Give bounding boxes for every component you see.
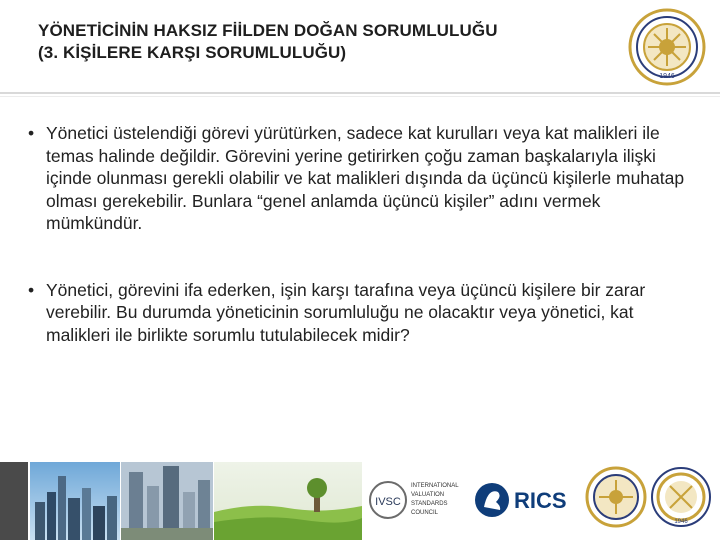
- title-divider-light: [0, 96, 720, 97]
- ankara-university-seal-icon: [585, 466, 647, 528]
- ivsc-text-2: VALUATION: [411, 492, 445, 498]
- ankara-university-seal-icon: [628, 8, 706, 86]
- photo-city-skyline: [30, 462, 120, 540]
- bullet-marker: •: [28, 279, 35, 300]
- photo-grass-field: [214, 462, 362, 540]
- slide-title-line2: (3. KİŞİLERE KARŞI SORUMLULUĞU): [38, 43, 347, 62]
- bullet-item: [28, 279, 688, 347]
- bullet-text: Yönetici, görevini ifa ederken, işin karşı tarafına veya üçüncü kişilere bir zarar verebilir. Bu durumda yöneticinin sorumluluğu ne olacaktır veya yönetici, kat malikleri ile birlikte sorumlu tutulabilecek midir?: [46, 279, 646, 345]
- slide-title: [38, 20, 628, 64]
- ivsc-text-1: INTERNATIONAL: [411, 483, 459, 489]
- ivsc-text-4: COUNCIL: [411, 510, 439, 516]
- photo-city-towers: [121, 462, 213, 540]
- title-divider: [0, 92, 720, 94]
- bullet-text: Yönetici üstelendiği görevi yürütürken, sadece kat kurulları veya kat malikleri ile temas halinde değildir. Görevini yerine getirirken çoğu zaman başkalarıyla ilişki içinde olunması gerekli olabilir ve kat malikleri dışında da üçüncü kişilerle muhatap olması gerekebilir. Bunlara “genel anlamda üçüncü kişiler” adını vermek mümkündür.: [46, 123, 685, 233]
- ivsc-text-3: STANDARDS: [411, 501, 448, 507]
- bullet-item: [28, 122, 688, 235]
- footer-side-bar: [0, 462, 28, 540]
- top-seal-year: 1946: [659, 73, 675, 80]
- bullet-marker: •: [28, 123, 35, 143]
- ivsc-name: IVSC: [375, 496, 401, 508]
- rics-logo-icon: [468, 474, 580, 526]
- bottom-seal-year: 1946: [674, 519, 688, 525]
- ivsc-logo-icon: [366, 474, 466, 526]
- content-bullets: [28, 122, 688, 390]
- slide-title-line1: YÖNETİCİNİN HAKSIZ FİİLDEN DOĞAN SORUMLULUĞU: [38, 21, 498, 40]
- ankara-university-seal-icon: [650, 466, 712, 528]
- rics-name: RICS: [514, 488, 567, 513]
